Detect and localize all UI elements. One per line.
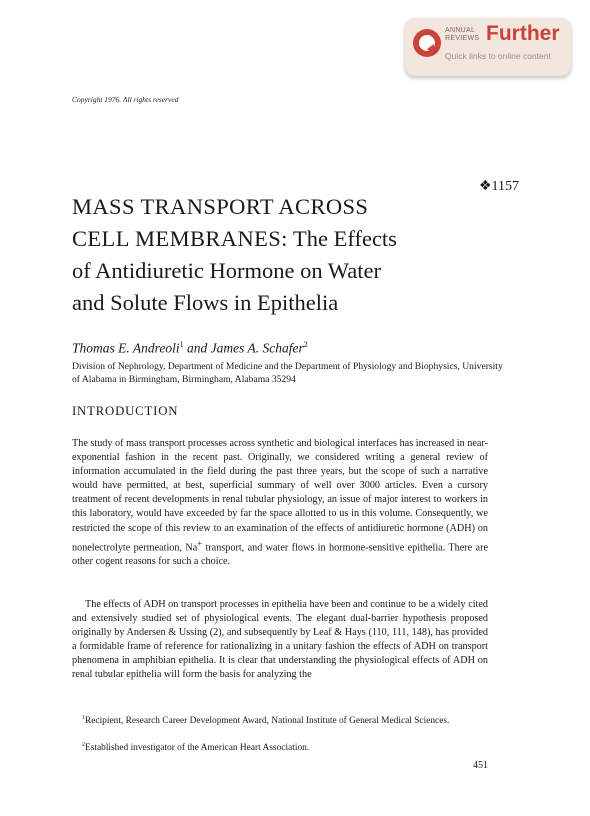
footnote-2-mark: 2 <box>82 742 85 748</box>
footnote-2 <box>72 739 488 755</box>
author-1: Thomas E. Andreoli <box>72 340 180 356</box>
title-line-2-rest: The Effects <box>287 226 397 251</box>
badge-further-label: Further <box>486 22 560 45</box>
annual-reviews-logo-icon <box>413 29 441 57</box>
author-line <box>72 340 308 357</box>
section-heading: INTRODUCTION <box>72 404 179 418</box>
author-affiliation: Division of Nephrology, Department of Medicine and the Department of Physiology and Biophysics, University of Alabama in Birmingham, Birmingham, Alabama 35294 <box>72 361 503 385</box>
sodium-charge-superscript: + <box>197 537 203 548</box>
article-title <box>72 191 512 319</box>
title-line-4: and Solute Flows in Epithelia <box>72 290 339 315</box>
title-line-3: of Antidiuretic Hormone on Water <box>72 258 381 283</box>
body-paragraph-2: The effects of ADH on transport processes in epithelia have been and continue to be a widely cited and extensively studied set of physiological events. The elegant dual-barrier hypothesis proposed originally by Andersen & Ussing (2), and subsequently by Leaf & Hays (110, 111, 148), has provided a formidable frame of reference for rationalizing in a unitary fashion the effects of ADH on transport phenomena in amphibian epithelia. It is clear that understanding the physiological effects of ADH on renal tubular epithelia will form the basis for analyzing the <box>72 599 488 681</box>
title-line-2-caps: CELL MEMBRANES: <box>72 226 288 251</box>
body-paragraph-1 <box>72 437 488 569</box>
badge-brand-line1: ANNUAL <box>445 27 476 34</box>
author-2-footnote-mark: 2 <box>303 340 308 349</box>
footnote-2-text: Established investigator of the American Heart Association. <box>85 743 310 754</box>
footnote-1-mark: 1 <box>82 715 85 721</box>
author-connector: and <box>183 340 211 356</box>
article-number: ❖1157 <box>479 179 520 194</box>
title-line-1: MASS TRANSPORT ACROSS <box>72 194 369 219</box>
paragraph-1-part-b: transport, and water flows in hormone-sensitive epithelia. There are other cogent reasons for such a choice. <box>72 542 488 568</box>
author-1-footnote-mark: 1 <box>179 340 184 349</box>
footnote-1-text: Recipient, Research Career Development Award, National Institute of General Medical Sciences. <box>85 716 450 727</box>
annual-reviews-further-badge[interactable] <box>405 18 571 76</box>
page-number: 451 <box>473 760 488 771</box>
badge-brand <box>445 27 479 43</box>
author-2: James A. Schafer <box>210 340 304 356</box>
paragraph-1-part-a: The study of mass transport processes across synthetic and biological interfaces has increased in near-exponential fashion in the recent past. Originally, we considered writing a general review of information accumulated in the field during the past three years, but the scope of such a narrative would have permitted, at best, superficial summary of well over 3000 articles. Even a cursory treatment of recent developments in renal tubular physiology, an issue of major interest to workers in this laboratory, would have exceeded by far the space allotted to us in this volume. Consequently, we restricted the scope of this review to an examination of the effects of antidiuretic hormone (ADH) on nonelectrolyte permeation, Na <box>72 438 488 554</box>
footnote-1 <box>72 712 488 728</box>
badge-quick-links-link[interactable]: Quick links to online content <box>445 51 551 61</box>
copyright-notice: Copyright 1976. All rights reserved <box>72 95 179 104</box>
badge-brand-line2: REVIEWS <box>445 35 480 42</box>
